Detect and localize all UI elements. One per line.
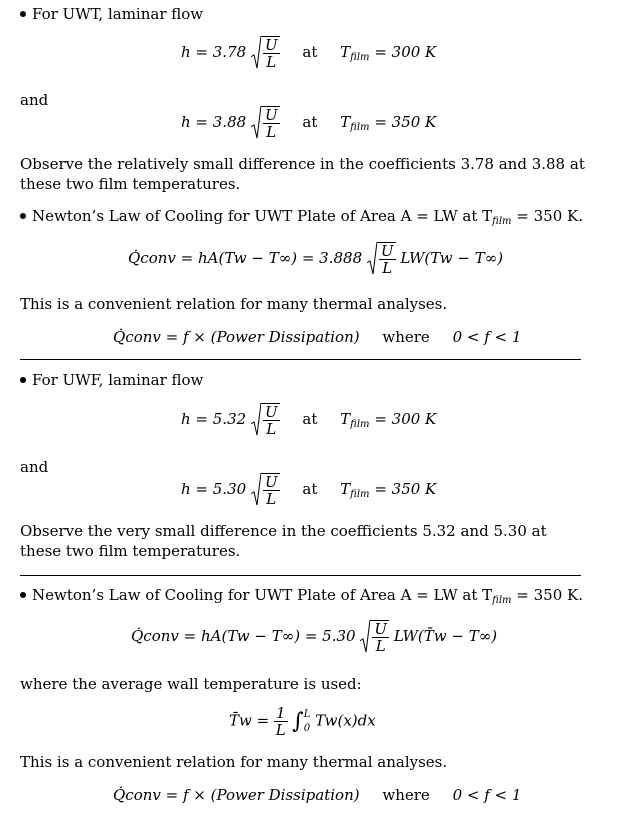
bullet-uwf-text: For UWF, laminar flow [32, 371, 204, 389]
t-film-sub: film [350, 419, 370, 430]
sqrt [251, 473, 280, 507]
newton-sub: film [492, 595, 512, 606]
t-film: T [340, 410, 351, 428]
bullet-uwt-laminar [20, 4, 203, 24]
power-eq: Q̇conv = f × (Power Dissipation) [113, 328, 360, 346]
bullet-newton-uwt [20, 206, 583, 229]
power-eq: Q̇conv = f × (Power Dissipation) [113, 786, 360, 804]
t-film: T [340, 43, 351, 61]
newton-eq-main: Q̇conv = hA(Tw − T∞) = 3.888 [128, 249, 363, 267]
equation-avg-wall [229, 705, 376, 738]
bullet-icon [20, 11, 26, 17]
sqrt [251, 403, 280, 437]
bullet-newton-uwf [20, 585, 583, 608]
convenient-text-2: This is a convenient relation for many thermal analyses. [20, 753, 448, 771]
at-word: at [302, 410, 318, 428]
newton-eq-tail: LW(T̄w − T∞) [393, 627, 498, 645]
avg-wall-text: where the average wall temperature is used: [20, 675, 362, 693]
newton-tail: = 350 K. [516, 207, 584, 225]
frac-den: L [266, 123, 277, 141]
observe-uwt: Observe the relatively small difference in the coefficients 3.78 and 3.88 at these two film temperatures. [20, 155, 585, 193]
sqrt [251, 106, 280, 140]
avg-eq-lhs: T̄w = [229, 711, 274, 730]
where-cond: 0 < f < 1 [452, 786, 522, 804]
frac-num: U [380, 242, 394, 260]
bullet-uwf-laminar [20, 370, 203, 390]
frac-num: U [264, 473, 278, 491]
bullet-uwt-text: For UWT, laminar flow [32, 5, 204, 23]
integral-upper: L [303, 708, 311, 720]
eq-rhs: = 300 K [374, 410, 437, 428]
equation-uwf-300 [181, 403, 436, 437]
eq-lhs: h = 3.78 [181, 43, 247, 61]
frac-num: U [264, 106, 278, 124]
frac-den: L [382, 259, 393, 277]
newton-eq-main: Q̇conv = hA(Tw − T∞) = 5.30 [131, 627, 356, 645]
and-text-2: and [20, 458, 49, 476]
newton-text: Newton’s Law of Cooling for UWT Plate of Area A = LW at T [32, 207, 493, 225]
t-film-sub: film [350, 52, 370, 63]
frac-den: L [266, 53, 277, 71]
integral-lower: 0 [303, 722, 311, 734]
where-word: where [382, 328, 430, 346]
t-film: T [340, 480, 351, 498]
bullet-icon [20, 377, 26, 383]
newton-text: Newton’s Law of Cooling for UWT Plate of Area A = LW at T [32, 586, 493, 604]
divider-2 [20, 575, 581, 576]
divider-1 [20, 359, 581, 360]
avg-frac-num: 1 [275, 704, 286, 722]
observe-uwf: Observe the very small difference in the coefficients 5.32 and 5.30 at these two film temperatures. [20, 522, 547, 560]
eq-rhs: = 300 K [374, 43, 437, 61]
t-film: T [340, 113, 351, 131]
sqrt [360, 620, 389, 654]
equation-newton-uwt [128, 242, 503, 276]
newton-tail: = 350 K. [516, 586, 584, 604]
equation-uwf-350 [181, 473, 436, 507]
eq-rhs: = 350 K [374, 480, 437, 498]
t-film-sub: film [350, 489, 370, 500]
frac-den: L [266, 490, 277, 508]
sqrt [251, 36, 280, 70]
t-film-sub: film [350, 122, 370, 133]
frac-num: U [374, 620, 388, 638]
sqrt [367, 242, 396, 276]
equation-uwt-300 [181, 36, 436, 70]
frac-den: L [375, 637, 386, 655]
at-word: at [302, 480, 318, 498]
equation-newton-uwf [131, 620, 497, 654]
equation-power-2 [113, 786, 521, 804]
where-cond: 0 < f < 1 [452, 328, 522, 346]
and-text: and [20, 91, 49, 109]
avg-eq-tail: Tw(x)dx [315, 711, 376, 730]
at-word: at [302, 113, 318, 131]
newton-eq-tail: LW(Tw − T∞) [400, 249, 504, 267]
bullet-icon [20, 213, 26, 219]
frac-num: U [264, 403, 278, 421]
where-word: where [382, 786, 430, 804]
equation-power-1 [113, 328, 521, 346]
avg-frac [274, 705, 288, 738]
bullet-icon [20, 592, 26, 598]
eq-lhs: h = 3.88 [181, 113, 247, 131]
frac-den: L [266, 420, 277, 438]
avg-frac-den: L [275, 721, 286, 739]
eq-lhs: h = 5.32 [181, 410, 247, 428]
eq-lhs: h = 5.30 [181, 480, 247, 498]
frac-num: U [264, 36, 278, 54]
integral-sign: ∫ [292, 708, 304, 734]
newton-sub: film [492, 216, 512, 227]
eq-rhs: = 350 K [374, 113, 437, 131]
convenient-text-1: This is a convenient relation for many thermal analyses. [20, 295, 448, 313]
at-word: at [302, 43, 318, 61]
equation-uwt-350 [181, 106, 436, 140]
